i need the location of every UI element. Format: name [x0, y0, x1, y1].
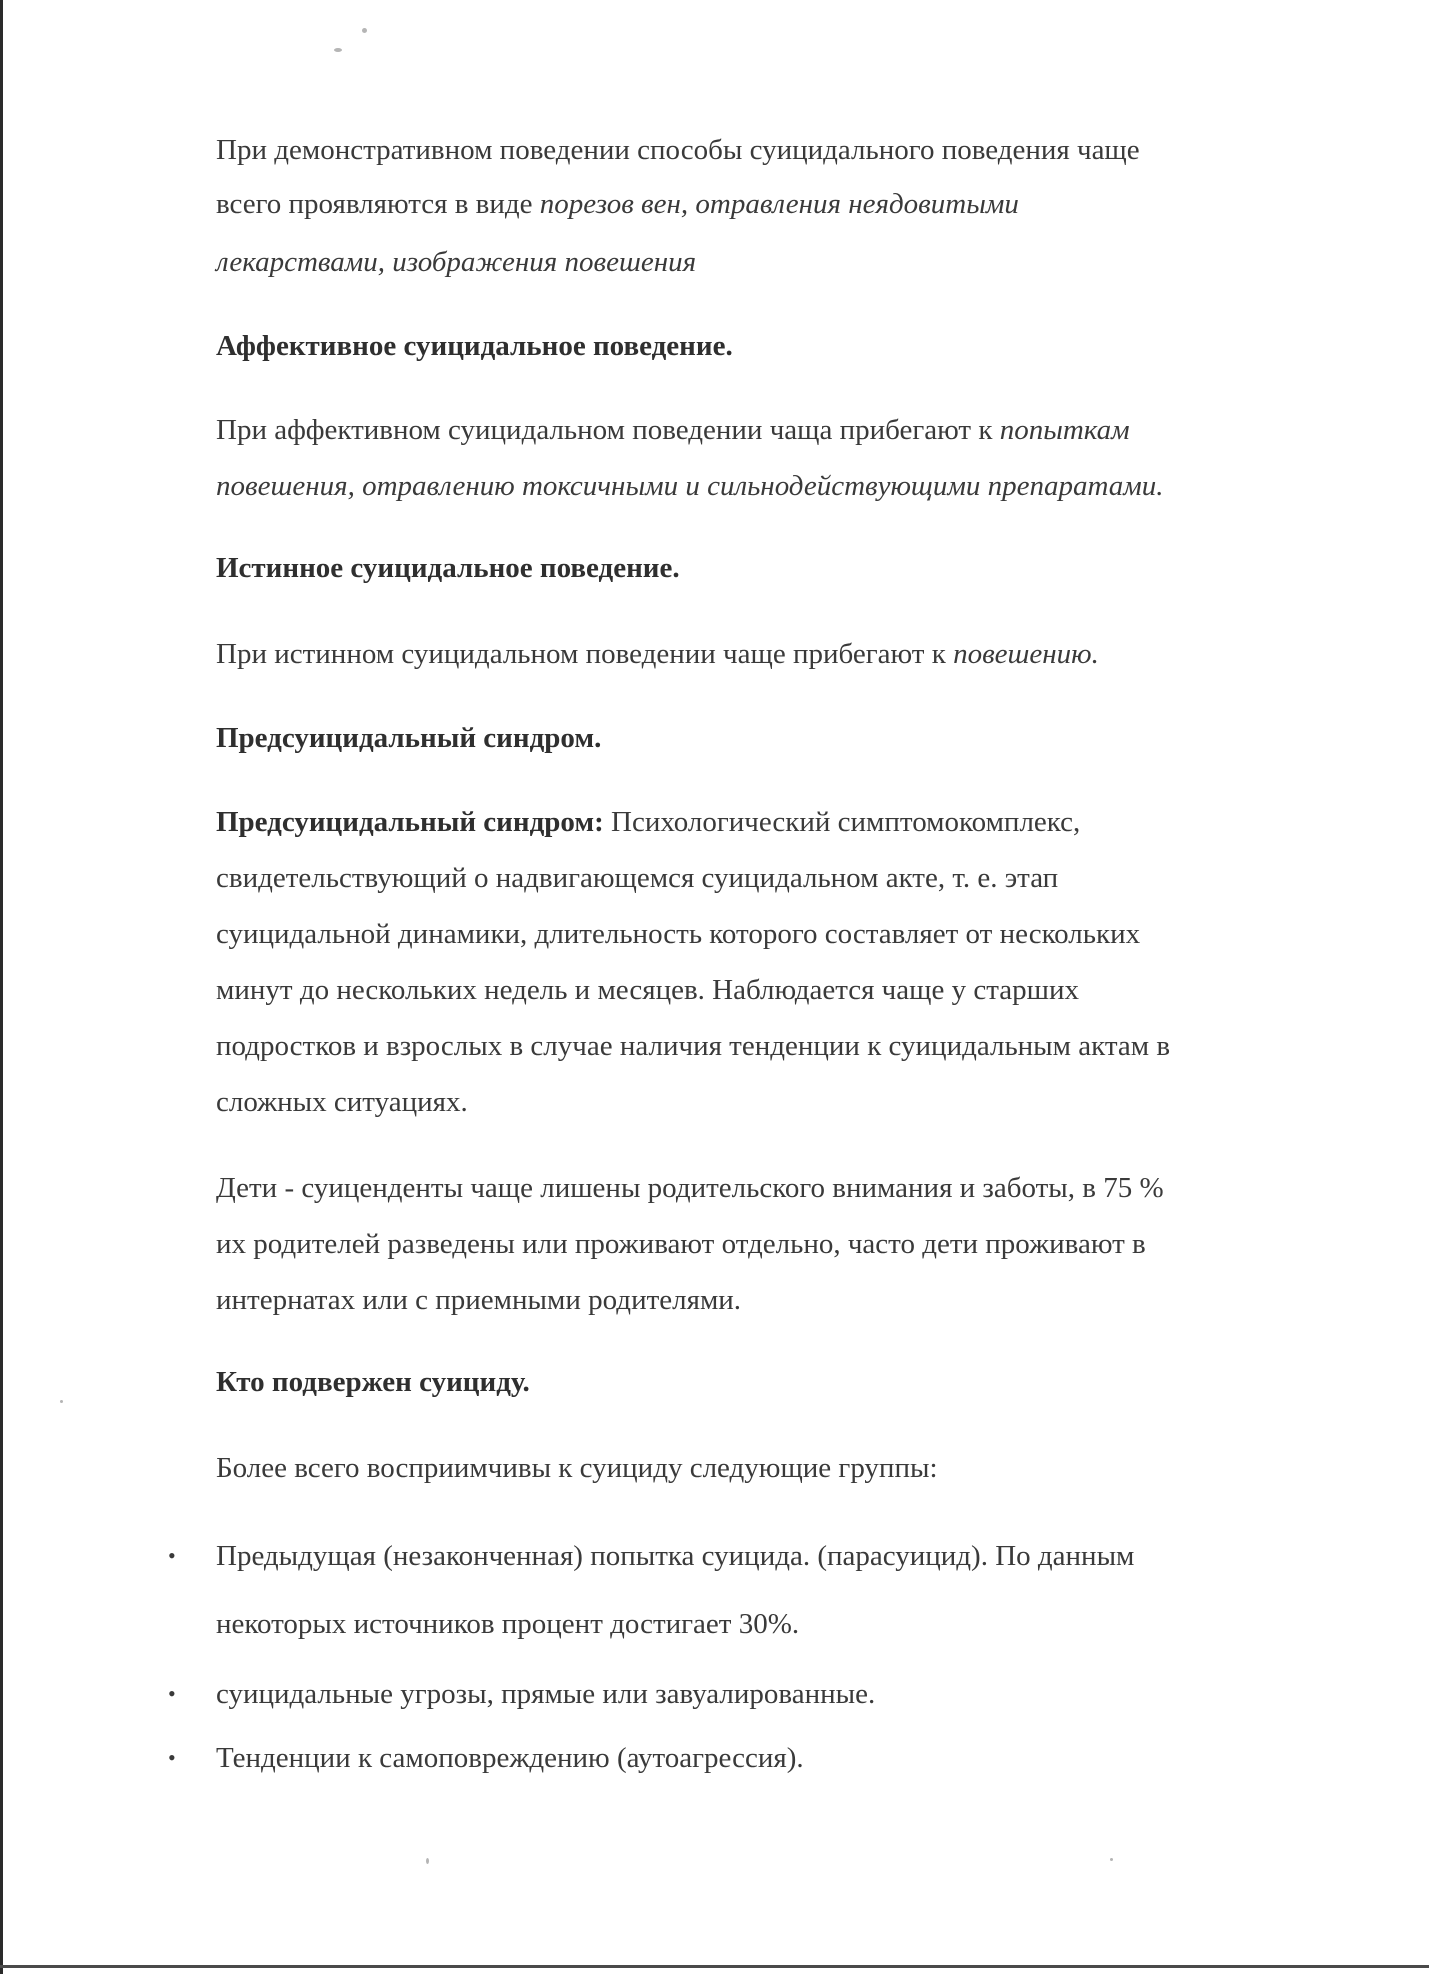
list-item-2: суицидальные угрозы, прямые или завуалированные. [216, 1678, 876, 1710]
paragraph-demonstrative-line-1 [216, 132, 1140, 168]
text: При истинном суицидальном поведении чаще прибегают к [216, 638, 954, 670]
paragraph-presuicidal-line-5: подростков и взрослых в случае наличия тенденции к суицидальным актам в [216, 1030, 1171, 1062]
list-item-3: Тенденции к самоповреждению (аутоагрессия). [216, 1742, 804, 1774]
text: Психологический симптомокомплекс, [603, 806, 1081, 838]
paragraph-presuicidal-line-4: минут до нескольких недель и месяцев. Наблюдается чаще у старших [216, 974, 1079, 1006]
bullet-marker: • [168, 1543, 176, 1568]
paragraph-demonstrative-line-2 [216, 186, 1019, 222]
heading-who: Кто подвержен суициду. [216, 1366, 530, 1398]
text: При демонстративном поведении способы суицидального поведения чаще [216, 134, 1140, 166]
text: всего проявляются в виде [216, 188, 540, 220]
scan-speck [362, 28, 367, 33]
scan-speck [1110, 1858, 1113, 1861]
list-item-1-line-1: Предыдущая (незаконченная) попытка суицида. (парасуицид). По данным [216, 1540, 1135, 1572]
italic-text: порезов вен, отравления неядовитыми [539, 188, 1019, 220]
italic-text: повешению. [953, 638, 1099, 670]
scan-speck [426, 1858, 429, 1864]
bullet-marker: • [168, 1681, 176, 1706]
paragraph-demonstrative-line-3 [216, 244, 696, 280]
text: При аффективном суицидальном поведении чаща прибегают к [216, 414, 1000, 446]
paragraph-who-intro: Более всего восприимчивы к суициду следующие группы: [216, 1452, 938, 1484]
heading-presuicidal: Предсуицидальный синдром. [216, 722, 602, 754]
italic-text: лекарствами, изображения повешения [216, 246, 697, 278]
paragraph-presuicidal-line-1 [216, 804, 1080, 840]
paragraph-true-behavior [216, 636, 1099, 672]
heading-affective: Аффективное суицидальное поведение. [216, 330, 733, 362]
paragraph-affective-line-2 [216, 468, 1164, 504]
paragraph-affective-line-1 [216, 412, 1130, 448]
paragraph-presuicidal-line-6: сложных ситуациях. [216, 1086, 468, 1118]
heading-true-behavior: Истинное суицидальное поведение. [216, 552, 680, 584]
paragraph-presuicidal-line-3: суицидальной динамики, длительность которого составляет от нескольких [216, 918, 1141, 950]
paragraph-children-line-1: Дети - суиценденты чаще лишены родительского внимания и заботы, в 75 % [216, 1172, 1164, 1204]
scan-speck [60, 1400, 63, 1403]
paragraph-presuicidal-line-2: свидетельствующий о надвигающемся суицидальном акте, т. е. этап [216, 862, 1059, 894]
list-item-1-line-2: некоторых источников процент достигает 30%. [216, 1608, 800, 1640]
term-bold: Предсуицидальный синдром: [216, 806, 604, 838]
paragraph-children-line-3: интернатах или с приемными родителями. [216, 1284, 742, 1316]
paragraph-children-line-2: их родителей разведены или проживают отдельно, часто дети проживают в [216, 1228, 1146, 1260]
scan-speck [334, 48, 342, 52]
bullet-marker: • [168, 1745, 176, 1770]
italic-text: повешения, отравлению токсичными и сильнодействующими препаратами. [216, 470, 1164, 502]
italic-text: попыткам [999, 414, 1130, 446]
